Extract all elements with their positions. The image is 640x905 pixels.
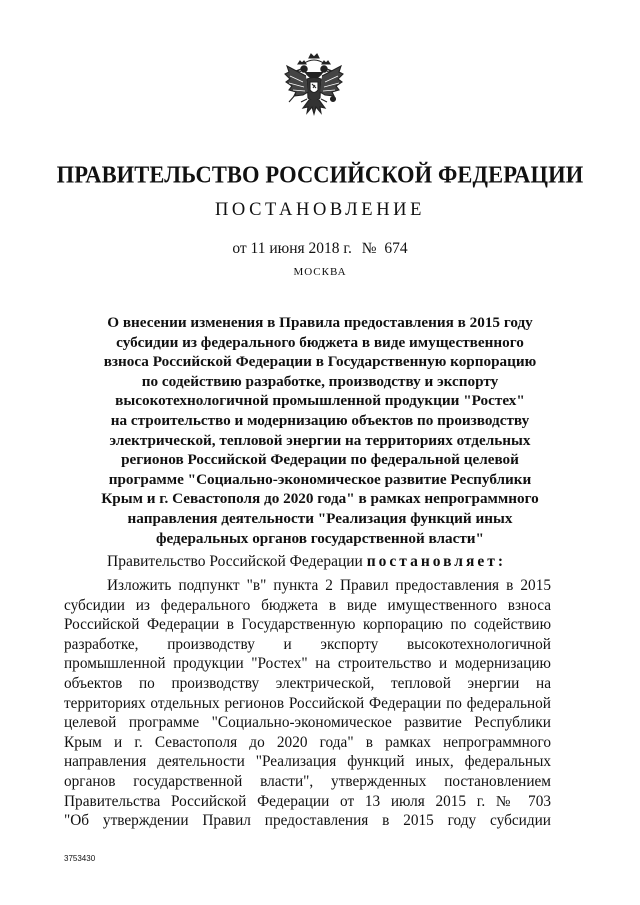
- document-number: 674: [384, 240, 408, 257]
- document-heading: [80, 313, 560, 548]
- body-line: Крым и г. Севастополя до 2020 года" в рамках непрограммного: [64, 733, 551, 751]
- document-code: 3753430: [64, 854, 96, 863]
- preamble-text: Правительство Российской Федерации: [107, 553, 363, 570]
- heading-line: на строительство и модернизацию объектов по производству: [110, 411, 530, 429]
- body-line: территориях отдельных регионов Российской Федерации по федеральной: [64, 694, 551, 712]
- body-line: разработке, производству и экспорту высокотехнологичной: [64, 635, 551, 653]
- heading-line: федеральных органов государственной власти": [156, 529, 484, 547]
- body-line: субсидии из федерального бюджета в виде имущественного взноса: [64, 596, 551, 614]
- city: МОСКВА: [293, 266, 347, 278]
- body-line: направления деятельности "Реализация функций иных, федеральных: [64, 753, 551, 771]
- date-prefix: от: [232, 240, 247, 257]
- coat-of-arms-icon: [283, 52, 345, 118]
- body-line: объектов по производству электрической, тепловой энергии на: [64, 674, 551, 692]
- document-date: 11 июня 2018 г.: [250, 240, 352, 257]
- preamble: [107, 553, 506, 571]
- heading-line: по содействию разработке, производству и экспорту: [141, 372, 499, 390]
- body-line: Правительства Российской Федерации от 13 июля 2015 г. № 703: [64, 792, 551, 810]
- number-sign: №: [361, 240, 377, 257]
- body-text: [64, 576, 551, 831]
- heading-line: О внесении изменения в Правила предоставления в 2015 году: [107, 314, 533, 331]
- heading-line: программе "Социально-экономическое развитие Республики: [108, 470, 532, 488]
- heading-line: Крым и г. Севастополя до 2020 года" в рамках непрограммного: [101, 490, 539, 508]
- body-line: органов государственной власти", утвержденных постановлением: [64, 772, 551, 790]
- document-type: ПОСТАНОВЛЕНИЕ: [214, 200, 426, 220]
- preamble-action: постановляет:: [366, 553, 507, 570]
- body-line: "Об утверждении Правил предоставления в 2015 году субсидии: [64, 812, 551, 830]
- government-title: ПРАВИТЕЛЬСТВО РОССИЙСКОЙ ФЕДЕРАЦИИ: [56, 160, 584, 188]
- body-line: Изложить подпункт "в" пункта 2 Правил предоставления в 2015: [107, 577, 551, 594]
- body-line: целевой программе "Социально-экономическое развитие Республики: [64, 714, 551, 732]
- body-line: Российской Федерации в Государственную корпорацию по содействию: [64, 616, 551, 634]
- heading-line: взноса Российской Федерации в Государственную корпорацию: [103, 353, 537, 371]
- heading-line: субсидии из федерального бюджета в виде имущественного: [116, 333, 524, 351]
- date-number-line: [0, 240, 640, 258]
- heading-line: электрической, тепловой энергии на территориях отдельных: [109, 431, 531, 449]
- heading-line: направления деятельности "Реализация функций иных: [127, 509, 513, 527]
- heading-line: высокотехнологичной промышленной продукции "Ростех": [115, 392, 525, 410]
- heading-line: регионов Российской Федерации по федеральной целевой: [121, 451, 519, 469]
- body-line: промышленной продукции "Ростех" на строительство и модернизацию: [64, 655, 551, 673]
